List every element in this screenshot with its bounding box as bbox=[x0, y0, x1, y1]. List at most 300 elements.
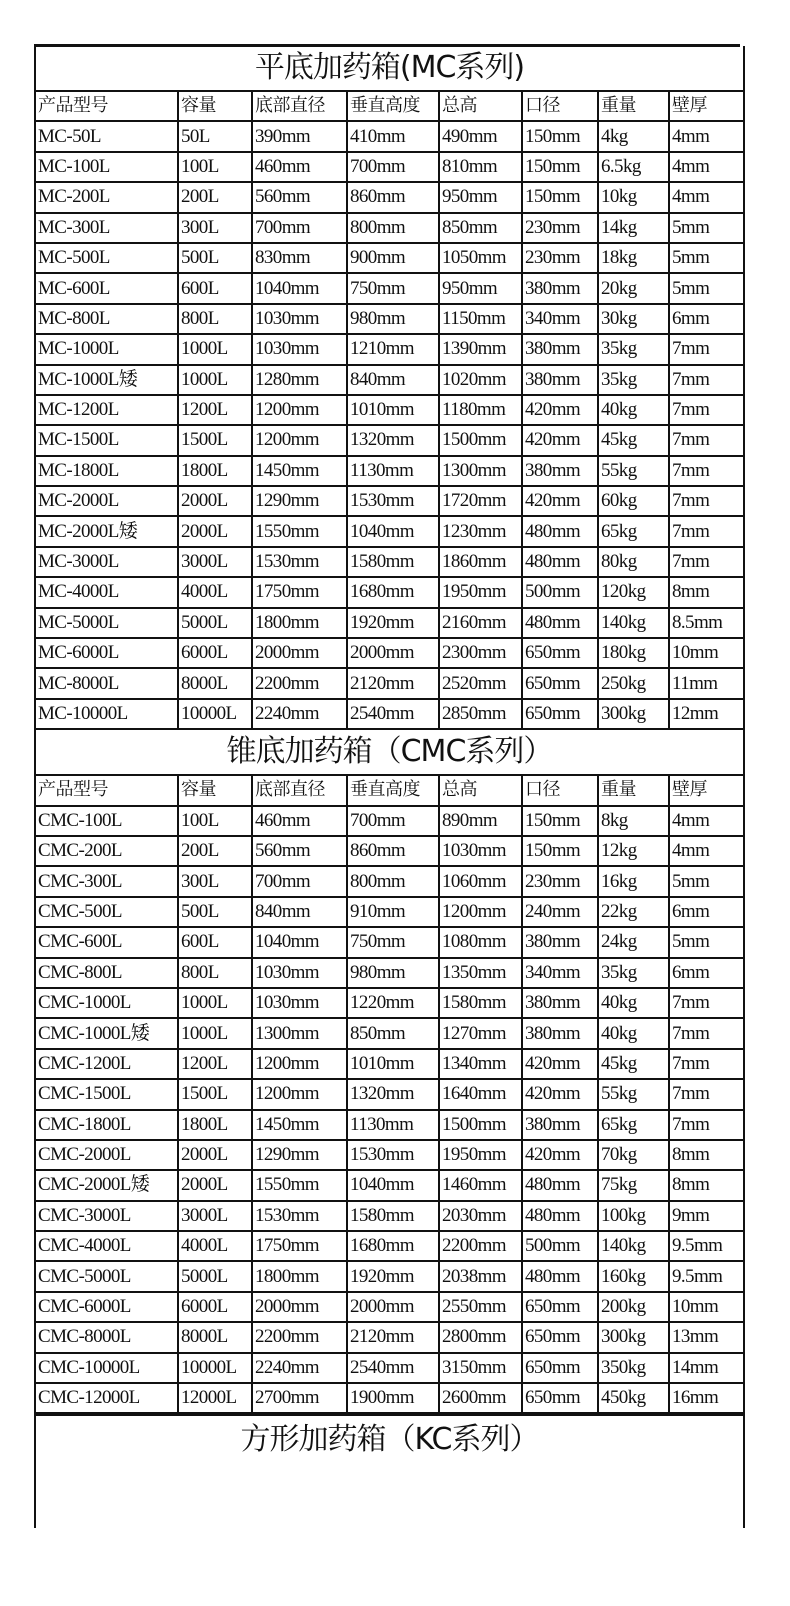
table-cell: 7mm bbox=[669, 1079, 743, 1109]
table-cell: 480mm bbox=[522, 1170, 598, 1200]
table-cell: 900mm bbox=[347, 243, 439, 273]
table-row bbox=[36, 1018, 743, 1048]
table-cell: MC-3000L bbox=[36, 547, 178, 577]
table-cell: 380mm bbox=[522, 334, 598, 364]
table-cell: 2600mm bbox=[439, 1383, 522, 1413]
table-cell: 2800mm bbox=[439, 1322, 522, 1352]
table-cell: 1920mm bbox=[347, 608, 439, 638]
table-cell: 460mm bbox=[252, 806, 347, 836]
table-cell: 1000L bbox=[178, 1018, 252, 1048]
table-cell: 180kg bbox=[598, 638, 669, 668]
table-cell: CMC-1000L bbox=[36, 988, 178, 1018]
table-cell: 860mm bbox=[347, 182, 439, 212]
table-cell: 2200mm bbox=[252, 1322, 347, 1352]
table-cell: 1680mm bbox=[347, 1231, 439, 1261]
table-cell: CMC-2000L bbox=[36, 1140, 178, 1170]
table-row bbox=[36, 668, 743, 698]
table-cell: 1580mm bbox=[439, 988, 522, 1018]
table-cell: 4mm bbox=[669, 152, 743, 182]
table-cell: 1220mm bbox=[347, 988, 439, 1018]
table-cell: 7mm bbox=[669, 988, 743, 1018]
table-cell: 700mm bbox=[252, 213, 347, 243]
table-row bbox=[36, 958, 743, 988]
table-row bbox=[36, 988, 743, 1018]
table-cell: CMC-4000L bbox=[36, 1231, 178, 1261]
table-cell: 7mm bbox=[669, 486, 743, 516]
table-cell: 490mm bbox=[439, 121, 522, 151]
table-cell: 840mm bbox=[347, 365, 439, 395]
table-cell: 600L bbox=[178, 927, 252, 957]
table-cell: 1210mm bbox=[347, 334, 439, 364]
table-cell: 450kg bbox=[598, 1383, 669, 1413]
table-cell: 2160mm bbox=[439, 608, 522, 638]
table-row bbox=[36, 121, 743, 151]
header-row bbox=[36, 775, 743, 805]
table-cell: MC-6000L bbox=[36, 638, 178, 668]
table-cell: 1030mm bbox=[252, 304, 347, 334]
table-cell: 65kg bbox=[598, 516, 669, 546]
table-cell: 1550mm bbox=[252, 516, 347, 546]
column-header: 壁厚 bbox=[669, 775, 743, 805]
table-cell: 230mm bbox=[522, 213, 598, 243]
table-cell: 140kg bbox=[598, 1231, 669, 1261]
column-header: 总高 bbox=[439, 91, 522, 121]
table-row bbox=[36, 213, 743, 243]
table-cell: 1460mm bbox=[439, 1170, 522, 1200]
spec-table bbox=[36, 46, 743, 1414]
table-cell: 100kg bbox=[598, 1201, 669, 1231]
table-cell: MC-5000L bbox=[36, 608, 178, 638]
table-cell: 8kg bbox=[598, 806, 669, 836]
table-cell: 40kg bbox=[598, 395, 669, 425]
table-cell: MC-1500L bbox=[36, 425, 178, 455]
table-cell: MC-800L bbox=[36, 304, 178, 334]
table-cell: 10kg bbox=[598, 182, 669, 212]
table-cell: CMC-6000L bbox=[36, 1292, 178, 1322]
table-row bbox=[36, 243, 743, 273]
table-cell: 2240mm bbox=[252, 699, 347, 729]
table-cell: 1040mm bbox=[252, 927, 347, 957]
table-cell: 1300mm bbox=[439, 456, 522, 486]
table-cell: 6mm bbox=[669, 897, 743, 927]
table-cell: 5mm bbox=[669, 213, 743, 243]
table-cell: 8000L bbox=[178, 668, 252, 698]
table-cell: 40kg bbox=[598, 988, 669, 1018]
table-cell: 75kg bbox=[598, 1170, 669, 1200]
header-row bbox=[36, 91, 743, 121]
table-row bbox=[36, 182, 743, 212]
table-cell: 6000L bbox=[178, 1292, 252, 1322]
table-cell: 230mm bbox=[522, 866, 598, 896]
table-cell: 1020mm bbox=[439, 365, 522, 395]
table-cell: 11mm bbox=[669, 668, 743, 698]
section-title: 锥底加药箱（CMC系列） bbox=[36, 729, 743, 775]
table-cell: 2030mm bbox=[439, 1201, 522, 1231]
table-cell: 20kg bbox=[598, 273, 669, 303]
table-cell: 1130mm bbox=[347, 1110, 439, 1140]
table-cell: 380mm bbox=[522, 1018, 598, 1048]
table-row bbox=[36, 334, 743, 364]
table-cell: 1900mm bbox=[347, 1383, 439, 1413]
table-cell: 9.5mm bbox=[669, 1261, 743, 1291]
table-cell: 1270mm bbox=[439, 1018, 522, 1048]
column-header: 口径 bbox=[522, 775, 598, 805]
table-cell: MC-2000L矮 bbox=[36, 516, 178, 546]
table-cell: 1530mm bbox=[347, 1140, 439, 1170]
column-header: 垂直高度 bbox=[347, 91, 439, 121]
table-cell: 420mm bbox=[522, 1079, 598, 1109]
table-cell: CMC-800L bbox=[36, 958, 178, 988]
table-row bbox=[36, 547, 743, 577]
table-cell: 500L bbox=[178, 897, 252, 927]
table-cell: 9.5mm bbox=[669, 1231, 743, 1261]
table-cell: 45kg bbox=[598, 1049, 669, 1079]
table-cell: 480mm bbox=[522, 1201, 598, 1231]
kc-section-title: 方形加药箱（KC系列） bbox=[36, 1414, 743, 1528]
table-cell: 35kg bbox=[598, 334, 669, 364]
table-cell: 1040mm bbox=[347, 1170, 439, 1200]
table-cell: 500mm bbox=[522, 577, 598, 607]
table-cell: 1800L bbox=[178, 456, 252, 486]
table-cell: CMC-100L bbox=[36, 806, 178, 836]
table-cell: 1450mm bbox=[252, 456, 347, 486]
table-cell: 160kg bbox=[598, 1261, 669, 1291]
table-cell: 7mm bbox=[669, 547, 743, 577]
table-cell: 1450mm bbox=[252, 1110, 347, 1140]
table-cell: 8mm bbox=[669, 1170, 743, 1200]
table-cell: 35kg bbox=[598, 958, 669, 988]
table-cell: 750mm bbox=[347, 927, 439, 957]
table-cell: 3000L bbox=[178, 547, 252, 577]
table-cell: MC-1800L bbox=[36, 456, 178, 486]
table-cell: 1010mm bbox=[347, 395, 439, 425]
table-cell: 2200mm bbox=[252, 668, 347, 698]
table-row bbox=[36, 425, 743, 455]
table-cell: 7mm bbox=[669, 425, 743, 455]
column-header: 口径 bbox=[522, 91, 598, 121]
table-row bbox=[36, 1261, 743, 1291]
table-cell: 5mm bbox=[669, 273, 743, 303]
table-cell: 10000L bbox=[178, 699, 252, 729]
table-cell: CMC-12000L bbox=[36, 1383, 178, 1413]
table-row bbox=[36, 395, 743, 425]
table-row bbox=[36, 897, 743, 927]
table-row bbox=[36, 456, 743, 486]
table-cell: 1550mm bbox=[252, 1170, 347, 1200]
table-cell: 1530mm bbox=[252, 1201, 347, 1231]
table-cell: 6mm bbox=[669, 304, 743, 334]
table-cell: 1390mm bbox=[439, 334, 522, 364]
table-cell: 1800L bbox=[178, 1110, 252, 1140]
table-cell: 2120mm bbox=[347, 1322, 439, 1352]
table-cell: 140kg bbox=[598, 608, 669, 638]
table-cell: 1500L bbox=[178, 425, 252, 455]
table-cell: MC-600L bbox=[36, 273, 178, 303]
table-row bbox=[36, 836, 743, 866]
table-row bbox=[36, 1110, 743, 1140]
table-cell: 1040mm bbox=[347, 516, 439, 546]
table-cell: 800mm bbox=[347, 213, 439, 243]
table-cell: 5mm bbox=[669, 927, 743, 957]
table-cell: 10000L bbox=[178, 1353, 252, 1383]
table-row bbox=[36, 608, 743, 638]
table-cell: 860mm bbox=[347, 836, 439, 866]
table-cell: 1200mm bbox=[252, 1049, 347, 1079]
table-cell: 1950mm bbox=[439, 1140, 522, 1170]
table-cell: 1150mm bbox=[439, 304, 522, 334]
table-cell: 650mm bbox=[522, 1353, 598, 1383]
table-cell: 420mm bbox=[522, 486, 598, 516]
table-cell: CMC-200L bbox=[36, 836, 178, 866]
table-cell: 200L bbox=[178, 836, 252, 866]
table-cell: 2200mm bbox=[439, 1231, 522, 1261]
section-title: 平底加药箱(MC系列) bbox=[36, 46, 743, 91]
table-row bbox=[36, 1322, 743, 1352]
table-row bbox=[36, 866, 743, 896]
table-cell: 8.5mm bbox=[669, 608, 743, 638]
table-cell: 4mm bbox=[669, 836, 743, 866]
column-header: 底部直径 bbox=[252, 91, 347, 121]
table-cell: 240mm bbox=[522, 897, 598, 927]
table-cell: 800L bbox=[178, 958, 252, 988]
table-cell: 3150mm bbox=[439, 1353, 522, 1383]
table-cell: 5000L bbox=[178, 608, 252, 638]
table-cell: 7mm bbox=[669, 395, 743, 425]
table-cell: MC-1200L bbox=[36, 395, 178, 425]
table-cell: MC-10000L bbox=[36, 699, 178, 729]
table-cell: CMC-1800L bbox=[36, 1110, 178, 1140]
table-cell: 1230mm bbox=[439, 516, 522, 546]
table-cell: 7mm bbox=[669, 456, 743, 486]
table-cell: 340mm bbox=[522, 304, 598, 334]
table-cell: 50L bbox=[178, 121, 252, 151]
table-cell: 22kg bbox=[598, 897, 669, 927]
column-header: 垂直高度 bbox=[347, 775, 439, 805]
table-cell: 300L bbox=[178, 866, 252, 896]
table-cell: 250kg bbox=[598, 668, 669, 698]
table-cell: 7mm bbox=[669, 1110, 743, 1140]
table-cell: 480mm bbox=[522, 608, 598, 638]
table-cell: 1800mm bbox=[252, 608, 347, 638]
table-cell: 1800mm bbox=[252, 1261, 347, 1291]
table-cell: 830mm bbox=[252, 243, 347, 273]
table-cell: 4mm bbox=[669, 182, 743, 212]
table-cell: 350kg bbox=[598, 1353, 669, 1383]
column-header: 重量 bbox=[598, 91, 669, 121]
table-row bbox=[36, 1201, 743, 1231]
table-row bbox=[36, 806, 743, 836]
table-cell: 40kg bbox=[598, 1018, 669, 1048]
table-cell: MC-1000L矮 bbox=[36, 365, 178, 395]
table-cell: 700mm bbox=[347, 152, 439, 182]
spec-sheet bbox=[34, 46, 745, 1528]
table-cell: 55kg bbox=[598, 456, 669, 486]
table-cell: 800mm bbox=[347, 866, 439, 896]
table-cell: 35kg bbox=[598, 365, 669, 395]
table-cell: 2540mm bbox=[347, 699, 439, 729]
table-cell: 55kg bbox=[598, 1079, 669, 1109]
table-cell: 200kg bbox=[598, 1292, 669, 1322]
table-cell: 1320mm bbox=[347, 1079, 439, 1109]
column-header: 底部直径 bbox=[252, 775, 347, 805]
table-cell: MC-100L bbox=[36, 152, 178, 182]
table-cell: 1750mm bbox=[252, 1231, 347, 1261]
table-cell: 5mm bbox=[669, 243, 743, 273]
table-cell: 850mm bbox=[439, 213, 522, 243]
table-cell: 100L bbox=[178, 152, 252, 182]
table-cell: 7mm bbox=[669, 516, 743, 546]
table-cell: 1000L bbox=[178, 334, 252, 364]
table-cell: 70kg bbox=[598, 1140, 669, 1170]
table-cell: 1750mm bbox=[252, 577, 347, 607]
table-row bbox=[36, 577, 743, 607]
table-cell: 18kg bbox=[598, 243, 669, 273]
table-cell: 2850mm bbox=[439, 699, 522, 729]
table-cell: 150mm bbox=[522, 806, 598, 836]
table-cell: 380mm bbox=[522, 456, 598, 486]
table-row bbox=[36, 365, 743, 395]
section-title-row bbox=[36, 46, 743, 91]
table-cell: 890mm bbox=[439, 806, 522, 836]
table-cell: 2000mm bbox=[252, 638, 347, 668]
table-cell: 460mm bbox=[252, 152, 347, 182]
table-row bbox=[36, 1049, 743, 1079]
table-row bbox=[36, 304, 743, 334]
table-cell: MC-500L bbox=[36, 243, 178, 273]
table-row bbox=[36, 638, 743, 668]
table-cell: 65kg bbox=[598, 1110, 669, 1140]
table-cell: CMC-500L bbox=[36, 897, 178, 927]
table-cell: 1500L bbox=[178, 1079, 252, 1109]
table-cell: 1130mm bbox=[347, 456, 439, 486]
table-cell: 1530mm bbox=[252, 547, 347, 577]
table-cell: 980mm bbox=[347, 304, 439, 334]
table-cell: 2240mm bbox=[252, 1353, 347, 1383]
table-cell: 14mm bbox=[669, 1353, 743, 1383]
table-cell: 1860mm bbox=[439, 547, 522, 577]
table-cell: 2300mm bbox=[439, 638, 522, 668]
table-cell: 200L bbox=[178, 182, 252, 212]
table-cell: 4kg bbox=[598, 121, 669, 151]
table-cell: 1180mm bbox=[439, 395, 522, 425]
table-cell: CMC-10000L bbox=[36, 1353, 178, 1383]
table-cell: 1340mm bbox=[439, 1049, 522, 1079]
table-cell: 560mm bbox=[252, 836, 347, 866]
table-cell: 1530mm bbox=[347, 486, 439, 516]
table-cell: MC-1000L bbox=[36, 334, 178, 364]
table-cell: 1030mm bbox=[252, 988, 347, 1018]
table-cell: 1280mm bbox=[252, 365, 347, 395]
table-cell: 1720mm bbox=[439, 486, 522, 516]
table-cell: 420mm bbox=[522, 425, 598, 455]
table-cell: 800L bbox=[178, 304, 252, 334]
table-cell: 300kg bbox=[598, 699, 669, 729]
column-header: 产品型号 bbox=[36, 91, 178, 121]
table-cell: 1030mm bbox=[252, 958, 347, 988]
table-row bbox=[36, 1292, 743, 1322]
table-cell: 300L bbox=[178, 213, 252, 243]
table-cell: 1000L bbox=[178, 988, 252, 1018]
table-cell: 1200L bbox=[178, 395, 252, 425]
table-cell: 230mm bbox=[522, 243, 598, 273]
table-cell: 1580mm bbox=[347, 1201, 439, 1231]
table-cell: 750mm bbox=[347, 273, 439, 303]
table-cell: 2000mm bbox=[252, 1292, 347, 1322]
table-cell: 4mm bbox=[669, 806, 743, 836]
table-cell: 45kg bbox=[598, 425, 669, 455]
table-cell: MC-2000L bbox=[36, 486, 178, 516]
table-row bbox=[36, 1079, 743, 1109]
table-cell: MC-200L bbox=[36, 182, 178, 212]
table-cell: 1030mm bbox=[252, 334, 347, 364]
table-cell: 1580mm bbox=[347, 547, 439, 577]
table-row bbox=[36, 1353, 743, 1383]
table-cell: 700mm bbox=[347, 806, 439, 836]
table-cell: 1950mm bbox=[439, 577, 522, 607]
table-cell: 420mm bbox=[522, 1049, 598, 1079]
table-cell: 500L bbox=[178, 243, 252, 273]
table-cell: 2000L bbox=[178, 1140, 252, 1170]
table-cell: 8000L bbox=[178, 1322, 252, 1352]
table-row bbox=[36, 1231, 743, 1261]
table-cell: 1920mm bbox=[347, 1261, 439, 1291]
column-header: 产品型号 bbox=[36, 775, 178, 805]
table-cell: 700mm bbox=[252, 866, 347, 896]
table-cell: 8mm bbox=[669, 1140, 743, 1170]
table-cell: CMC-8000L bbox=[36, 1322, 178, 1352]
table-cell: CMC-1200L bbox=[36, 1049, 178, 1079]
table-cell: 2000mm bbox=[347, 1292, 439, 1322]
table-cell: 500mm bbox=[522, 1231, 598, 1261]
table-cell: 650mm bbox=[522, 668, 598, 698]
table-cell: 950mm bbox=[439, 273, 522, 303]
table-cell: 340mm bbox=[522, 958, 598, 988]
table-cell: 1500mm bbox=[439, 1110, 522, 1140]
table-cell: 380mm bbox=[522, 927, 598, 957]
table-cell: 4mm bbox=[669, 121, 743, 151]
table-cell: 560mm bbox=[252, 182, 347, 212]
table-cell: MC-4000L bbox=[36, 577, 178, 607]
table-cell: 2000L bbox=[178, 516, 252, 546]
table-row bbox=[36, 1383, 743, 1413]
table-cell: 480mm bbox=[522, 516, 598, 546]
table-cell: 7mm bbox=[669, 365, 743, 395]
table-cell: 390mm bbox=[252, 121, 347, 151]
table-cell: CMC-300L bbox=[36, 866, 178, 896]
table-cell: 840mm bbox=[252, 897, 347, 927]
table-row bbox=[36, 1170, 743, 1200]
table-cell: 2120mm bbox=[347, 668, 439, 698]
table-cell: 6000L bbox=[178, 638, 252, 668]
table-cell: 2000L bbox=[178, 486, 252, 516]
table-cell: 380mm bbox=[522, 988, 598, 1018]
table-cell: 10mm bbox=[669, 638, 743, 668]
table-cell: 1200L bbox=[178, 1049, 252, 1079]
table-cell: 24kg bbox=[598, 927, 669, 957]
table-row bbox=[36, 516, 743, 546]
table-cell: 650mm bbox=[522, 1383, 598, 1413]
table-cell: 1200mm bbox=[252, 1079, 347, 1109]
table-cell: 1010mm bbox=[347, 1049, 439, 1079]
table-cell: 4000L bbox=[178, 1231, 252, 1261]
table-cell: 1050mm bbox=[439, 243, 522, 273]
table-cell: 100L bbox=[178, 806, 252, 836]
table-cell: 30kg bbox=[598, 304, 669, 334]
table-cell: 1060mm bbox=[439, 866, 522, 896]
table-row bbox=[36, 1140, 743, 1170]
table-cell: 1290mm bbox=[252, 486, 347, 516]
table-row bbox=[36, 486, 743, 516]
